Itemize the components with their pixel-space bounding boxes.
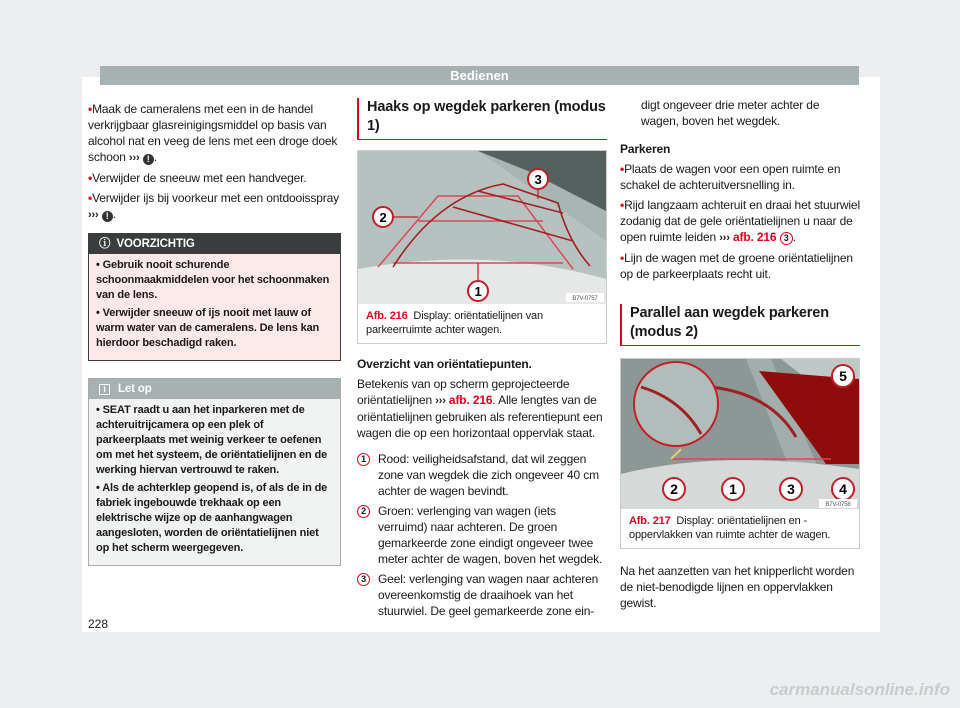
closing-paragraph: Na het aanzetten van het knipperlicht worden de niet-benodigde lijnen en oppervlakken gewist. — [620, 564, 855, 610]
caution-icon: ⓘ — [99, 238, 117, 250]
list-item: • Rijd langzaam achteruit en draai het stuurwiel zodanig dat de gele oriëntatielijnen u naar de open ruimte leiden ››› afb. 216 3 . — [620, 197, 860, 246]
figure-link[interactable]: afb. 216 — [448, 393, 493, 407]
svg-text:5: 5 — [839, 368, 847, 384]
list-item: • Verwijder ijs bij voorkeur met een ontdooisspray ››› ! . — [88, 190, 341, 223]
figure-caption: Afb. 216 Display: oriëntatielijnen van parkeerruimte achter wagen. — [366, 310, 543, 336]
column-3 — [620, 97, 860, 615]
intro-paragraph: Betekenis van op scherm geprojecteerde oriëntatielijnen ››› afb. 216. Alle lengtes van de oriëntatielijnen gebruiken als referentiepunt een wagen die op een horizontaal oppervlak staat. — [357, 377, 603, 440]
page-number: 228 — [88, 617, 109, 631]
column-1 — [88, 101, 341, 566]
callout-3 — [528, 169, 548, 189]
svg-text:3: 3 — [534, 172, 542, 187]
column-2 — [357, 98, 607, 623]
subheading: Parkeren — [620, 142, 671, 156]
info-icon: i — [99, 384, 110, 395]
rear-camera-image-mode-1 — [358, 151, 606, 304]
caution-box — [88, 233, 341, 361]
svg-text:3: 3 — [787, 481, 795, 497]
svg-text:1: 1 — [729, 481, 737, 497]
list-item: • Plaats de wagen voor een open ruimte en schakel de achteruitversnelling in. — [620, 161, 860, 193]
list-item: • Lijn de wagen met de groene oriëntatielijnen op de parkeerplaats recht uit. — [620, 250, 860, 282]
callout-1 — [722, 478, 744, 500]
figure-217 — [620, 358, 860, 549]
callout-4 — [832, 478, 854, 500]
figure-code: B7V-0758 — [825, 502, 851, 508]
svg-text:1: 1 — [474, 284, 482, 299]
figure-216 — [357, 150, 607, 344]
caution-header: ⓘ VOORZICHTIG — [89, 234, 340, 254]
callout-5 — [832, 365, 854, 387]
watermark: carmanualsonline.info — [769, 680, 950, 699]
list-item: • Verwijder de sneeuw met een handveger. — [88, 170, 341, 186]
reference-arrows: ››› — [128, 152, 140, 164]
note-item: • SEAT raadt u aan het inparkeren met de achteruitrijcamera op een plek of parkeerplaats met weinig verkeer te oefenen om met het systeem, de oriëntatielijnen en de werking hiervan vertrouwd te raken. — [96, 404, 328, 476]
svg-text:2: 2 — [670, 481, 678, 497]
svg-text:2: 2 — [379, 210, 387, 225]
caution-item: • Gebruik nooit schurende schoonmaakmiddelen voor het schoonmaken van de lens. — [96, 259, 330, 301]
warning-icon: ! — [143, 154, 154, 165]
callout-2 — [663, 478, 685, 500]
section-heading: Parallel aan wegdek parkeren (modus 2) — [620, 304, 860, 346]
figure-caption: Afb. 217 Display: oriëntatielijnen en -oppervlakken van ruimte achter de wagen. — [629, 515, 831, 541]
caution-item: • Verwijder sneeuw of ijs nooit met lauw of warm water van de cameralens. De lens kan hierdoor beschadigd raken. — [96, 307, 320, 349]
section-heading: Haaks op wegdek parkeren (modus 1) — [357, 98, 607, 140]
callout-1 — [468, 281, 488, 301]
warning-icon: ! — [102, 211, 113, 222]
continued-text: digt ongeveer drie meter achter de wagen, boven het wegdek. — [641, 98, 820, 128]
numbered-item: 3 Geel: verlenging van wagen naar achteren overeenkomstig de draaihoek van het stuurwiel. De geel gemarkeerde zone ein- — [357, 571, 607, 619]
note-header: i Let op — [89, 379, 340, 399]
numbered-item: 2 Groen: verlenging van wagen (iets verruimd) naar achteren. De groen gemarkeerde zone eindigt ongeveer twee meter achter de wagen, boven het wegdek. — [357, 503, 607, 567]
note-item: • Als de achterklep geopend is, of als de in de fabriek ingebouwde trekhaak op een elektrische wijze op de aanhangwagen aangesloten, worden de oriëntatielijnen niet op het scherm weergegeven. — [96, 482, 328, 554]
note-box — [88, 378, 341, 566]
callout-3 — [780, 478, 802, 500]
reference-arrows: ››› — [88, 209, 99, 221]
rear-camera-image-mode-2 — [621, 359, 859, 509]
svg-text:4: 4 — [839, 481, 847, 497]
callout-2 — [373, 207, 393, 227]
section-header: Bedienen — [100, 66, 859, 85]
numbered-item: 1 Rood: veiligheidsafstand, dat wil zeggen zone van wegdek die zich ongeveer 40 cm achter de wagen bevindt. — [357, 451, 607, 499]
figure-link[interactable]: afb. 216 — [732, 230, 777, 244]
list-item: • Maak de cameralens met een in de handel verkrijgbaar glasreinigingsmiddel op basis van alcohol nat en veeg de lens met een droge doek schoon ››› ! . — [88, 101, 341, 166]
subheading: Overzicht van oriëntatiepunten. — [357, 357, 532, 371]
figure-code: B7V-0757 — [572, 296, 598, 302]
